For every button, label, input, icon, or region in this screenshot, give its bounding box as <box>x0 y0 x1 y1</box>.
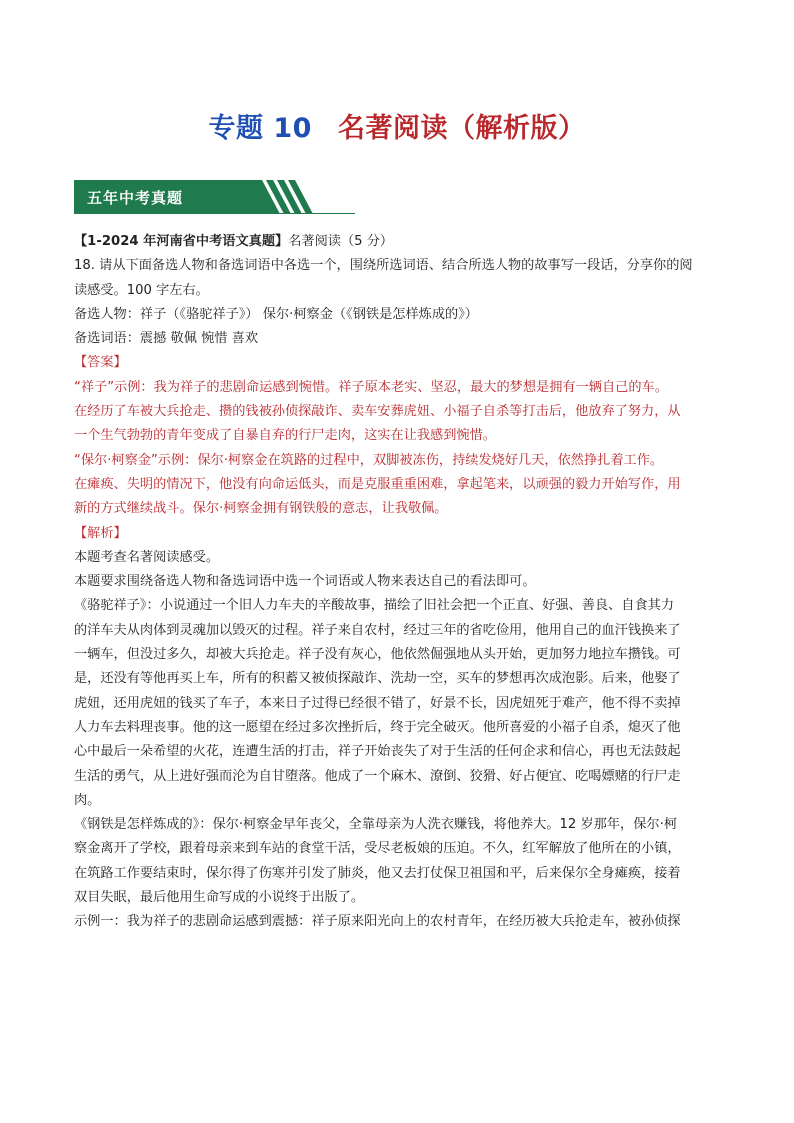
analysis-line: 一辆车，但没过多久，却被大兵抢走。祥子没有灰心，他依然倔强地从头开始，更加努力地拉车攒钱。可 <box>74 647 681 663</box>
section-header-label: 五年中考真题 <box>87 189 184 207</box>
question-words: 备选词语：震撼 敬佩 惋惜 喜欢 <box>74 331 259 347</box>
analysis-line: 的洋车夫从肉体到灵魂加以毁灭的过程。祥子来自农村，经过三年的省吃俭用，他用自己的血汗钱换来了 <box>74 622 681 638</box>
analysis-line: 在筑路工作要结束时，保尔得了伤寒并引发了肺炎，他又去打仗保卫祖国和平，后来保尔全身瘫痪，接着 <box>74 865 681 881</box>
page-title <box>0 106 794 145</box>
answer-line: “祥子”示例：我为祥子的悲剧命运感到惋惜。祥子原本老实、坚忍，最大的梦想是拥有一辆自己的车。 <box>74 379 668 395</box>
analysis-line: 双目失眠，最后他用生命写成的小说终于出版了。 <box>74 890 365 906</box>
title-topic-name: 名著阅读（解析版） <box>337 113 586 144</box>
question-prompt-line: 读感受。100 字左右。 <box>74 282 209 298</box>
analysis-line: 本题要求围绕备选人物和备选词语中选一个词语或人物来表达自己的看法即可。 <box>74 574 536 590</box>
analysis-line: 《钢铁是怎样炼成的》：保尔·柯察金早年丧父，全靠母亲为人洗衣赚钱，将他养大。12 岁那年，保尔·柯 <box>74 817 678 833</box>
section-header <box>74 180 354 214</box>
section-divider <box>74 213 355 214</box>
analysis-line: 人力车去料理丧事。他的这一愿望在经过多次挫折后，终于完全破灭。他所喜爱的小福子自杀，熄灭了他 <box>74 719 681 735</box>
analysis-line: 本题考查名著阅读感受。 <box>74 549 220 565</box>
answer-line: 在经历了车被大兵抢走、攒的钱被孙侦探敲诈、卖车安葬虎妞、小福子自杀等打击后，他放弃了努力，从 <box>74 404 681 420</box>
analysis-line: 生活的勇气，从上进好强而沦为自甘堕落。他成了一个麻木、潦倒、狡猾、好占便宜、吃喝嫖赌的行尸走 <box>74 768 681 784</box>
question-prompt-line: 18. 请从下面备选人物和备选词语中各选一个，围绕所选词语、结合所选人物的故事写一段话，分享你的阅 <box>74 258 693 274</box>
analysis-line: 肉。 <box>74 792 101 808</box>
question-source-rest: 名著阅读（5 分） <box>288 234 394 249</box>
question-source <box>74 230 734 254</box>
answer-line: 在瘫痪、失明的情况下，他没有向命运低头，而是克服重重困难，拿起笔来，以顽强的毅力开始写作，用 <box>74 476 681 492</box>
question-characters: 备选人物：祥子（《骆驼祥子》） 保尔·柯察金（《钢铁是怎样炼成的》） <box>74 306 478 322</box>
title-topic-number: 专题 10 <box>208 113 312 144</box>
answer-label: 【答案】 <box>74 355 127 371</box>
answer-line: 一个生气勃勃的青年变成了自暴自弃的行尸走肉，这实在让我感到惋惜。 <box>74 428 496 444</box>
analysis-line: 示例一：我为祥子的悲剧命运感到震撼：祥子原来阳光向上的农村青年，在经历被大兵抢走车，被孙侦探 <box>74 914 681 930</box>
analysis-line: 《骆驼祥子》：小说通过一个旧人力车夫的辛酸故事，描绘了旧社会把一个正直、好强、善良、自食其力 <box>74 598 675 614</box>
document-body <box>74 230 734 935</box>
analysis-line: 察金离开了学校，跟着母亲来到车站的食堂干活，受尽老板娘的压迫。不久，红军解放了他所在的小镇， <box>74 841 681 857</box>
analysis-line: 虎妞，还用虎妞的钱买了车子，本来日子过得已经很不错了，好景不长，因虎妞死于难产，他不得不卖掉 <box>74 695 681 711</box>
question-source-label: 【1-2024 年河南省中考语文真题】 <box>74 234 289 249</box>
answer-line: 新的方式继续战斗。保尔·柯察金拥有钢铁般的意志，让我敬佩。 <box>74 501 448 517</box>
analysis-label: 【解析】 <box>74 525 127 541</box>
analysis-line: 是，还没有等他再买上车，所有的积蓄又被侦探敲诈、洗劫一空，买车的梦想再次成泡影。后来，他娶了 <box>74 671 681 687</box>
answer-line: “保尔·柯察金”示例：保尔·柯察金在筑路的过程中，双脚被冻伤，持续发烧好几天，依然挣扎着工作。 <box>74 452 664 468</box>
analysis-line: 心中最后一朵希望的火花，连遭生活的打击，祥子开始丧失了对于生活的任何企求和信心，再也无法鼓起 <box>74 744 681 760</box>
